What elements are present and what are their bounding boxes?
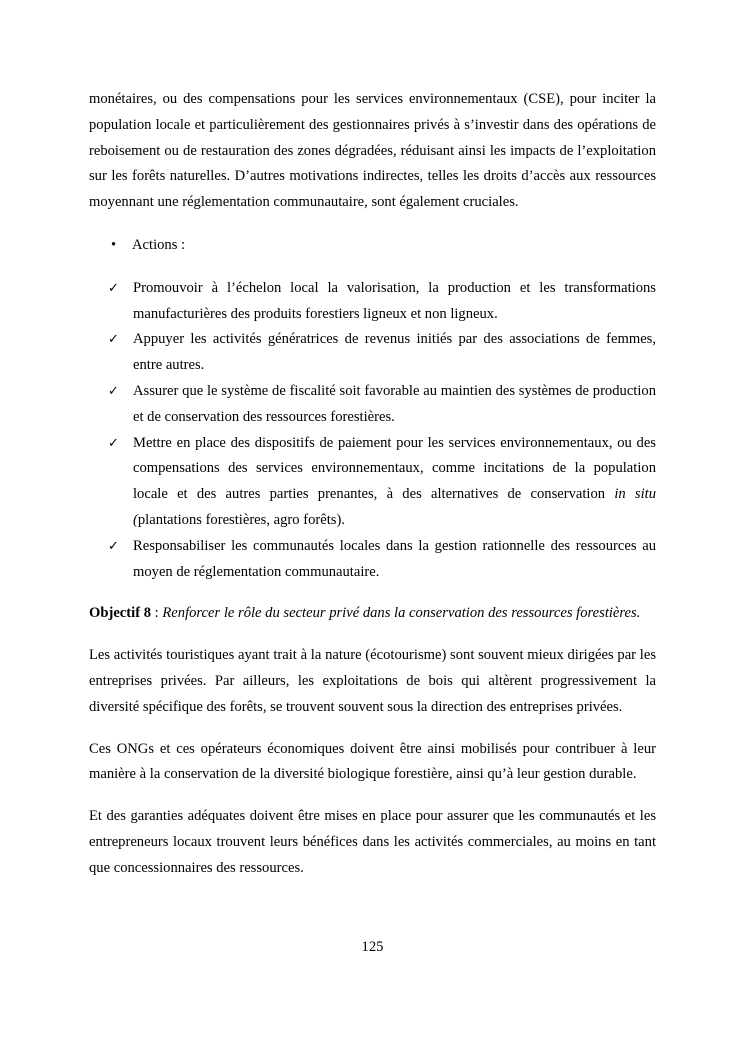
checkmark-icon: ✓ (108, 280, 119, 296)
actions-heading (89, 233, 656, 259)
checkmark-icon: ✓ (108, 435, 119, 451)
objective-label: Objectif 8 (89, 605, 152, 622)
action-item: ✓ Assurer que le système de fiscalité soit favorable au maintien des systèmes de production et de conservation des ressources forestières. (89, 379, 656, 431)
page-number: 125 (361, 939, 384, 955)
italic-term: in situ ( (133, 486, 656, 528)
checkmark-icon: ✓ (108, 538, 119, 554)
checkmark-icon: ✓ (108, 383, 119, 399)
action-item: ✓ Promouvoir à l’échelon local la valorisation, la production et les transformations manufacturières des produits forestiers ligneux et non ligneux. (89, 276, 656, 328)
action-item: ✓ Mettre en place des dispositifs de paiement pour les services environnementaux, ou des compensations des services environnementaux, comme incitations de la population locale et des autres parties prenantes, à des alternatives de conservation in situ (plantations forestières, agro forêts). (89, 431, 656, 534)
action-item: ✓ Appuyer les activités génératrices de revenus initiés par des associations de femmes, entre autres. (89, 327, 656, 379)
checkmark-icon: ✓ (108, 332, 119, 348)
actions-list (89, 276, 656, 586)
actions-heading-label: Actions : (132, 236, 186, 253)
body-paragraph: Et des garanties adéquates doivent être mises en place pour assurer que les communautés et les entrepreneurs locaux trouvent leurs bénéfices dans les activités commerciales, au moins en tant que concessionnaires des ressources. (89, 808, 656, 876)
body-paragraph: Ces ONGs et ces opérateurs économiques doivent être ainsi mobilisés pour contribuer à leur manière à la conservation de la diversité biologique forestière, ainsi qu’à leur gestion durable. (89, 740, 656, 783)
bullet-icon: • (111, 236, 117, 253)
document-page (89, 87, 656, 898)
objective-separator: : (151, 605, 163, 622)
objective-heading (89, 601, 656, 627)
body-paragraph: Les activités touristiques ayant trait à la nature (écotourisme) sont souvent mieux dirigées par les entreprises privées. Par ailleurs, les exploitations de bois qui altèrent progressivement la diversité spécifique des forêts, se trouvent souvent sous la direction des entreprises privées. (89, 647, 656, 715)
objective-title: Renforcer le rôle du secteur privé dans la conservation des ressources forestières. (162, 605, 641, 622)
action-item: ✓ Responsabiliser les communautés locales dans la gestion rationnelle des ressources au moyen de réglementation communautaire. (89, 534, 656, 586)
intro-paragraph: monétaires, ou des compensations pour les services environnementaux (CSE), pour inciter la population locale et particulièrement des gestionnaires privés à s’investir dans des opérations de reboisement ou de restauration des zones dégradées, réduisant ainsi les impacts de l’exploitation sur les forêts naturelles. D’autres motivations indirectes, telles les droits d’accès aux ressources moyennant une réglementation communautaire, sont également cruciales. (89, 91, 656, 211)
